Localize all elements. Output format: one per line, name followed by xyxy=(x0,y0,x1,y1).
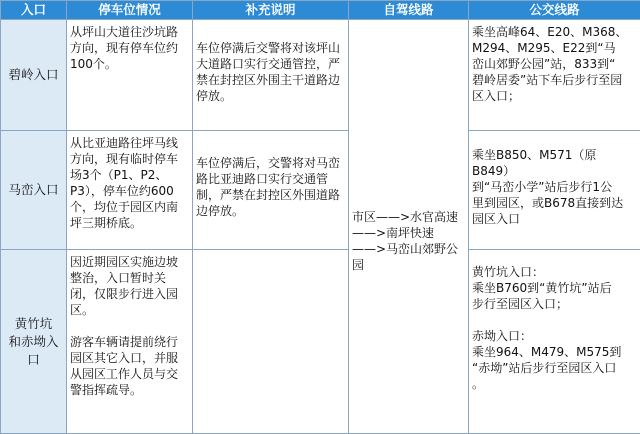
drive-route-cell: 市区——>水官高速 ——>南坪快速 ——>马峦山郊野公 园 xyxy=(349,20,469,434)
bus-cell: 乘坐B850、M571（原 B849） 到“马峦小学”站后步行1公 里到园区，或B678直接到达 园区入口 xyxy=(469,131,640,250)
header-note: 补充说明 xyxy=(193,1,349,20)
parking-cell: 从坪山大道往沙坑路 方向，现有停车位约 100个。 xyxy=(67,20,193,131)
note-cell xyxy=(193,250,349,434)
entrance-cell: 马峦入口 xyxy=(1,131,67,250)
table-row xyxy=(1,20,640,131)
note-cell: 车位停满后，交警将对马峦 路比亚迪路口实行交通管 制，严禁在封控区外围道路 边停放。 xyxy=(193,131,349,250)
parking-cell: 因近期园区实施边坡 整治，入口暂时关 闭，仅限步行进入园 区。 游客车辆请提前绕行 园区其它入口，并服 从园区工作人员与交 警指挥疏导。 xyxy=(67,250,193,434)
bus-cell: 乘坐高峰64、E20、M368、 M294、M295、E22到“马 峦山郊野公园”站，833到“ 碧岭居委”站下车后步行至园 区入口； xyxy=(469,20,640,131)
table-row xyxy=(1,250,640,434)
table-row xyxy=(1,131,640,250)
parking-cell: 从比亚迪路往坪马线 方向，现有临时停车 场3个（P1、P2、 P3），停车位约600 个，均位于园区内南 坪三期桥底。 xyxy=(67,131,193,250)
header-entrance: 入口 xyxy=(1,1,67,20)
header-drive-route: 自驾线路 xyxy=(349,1,469,20)
entrance-cell: 碧岭入口 xyxy=(1,20,67,131)
header-parking: 停车位情况 xyxy=(67,1,193,20)
header-row xyxy=(1,1,640,20)
header-bus-route: 公交线路 xyxy=(469,1,640,20)
entrance-cell: 黄竹坑 和赤坳入口 xyxy=(1,250,67,434)
note-cell: 车位停满后交警将对该坪山 大道路口实行交通管控，严 禁在封控区外围主干道路边 停放。 xyxy=(193,20,349,131)
bus-cell: 黄竹坑入口： 乘坐B760到“黄竹坑”站后 步行至园区入口； 赤坳入口： 乘坐964、M479、M575到 “赤坳”站后步行至园区入口 。 xyxy=(469,250,640,434)
